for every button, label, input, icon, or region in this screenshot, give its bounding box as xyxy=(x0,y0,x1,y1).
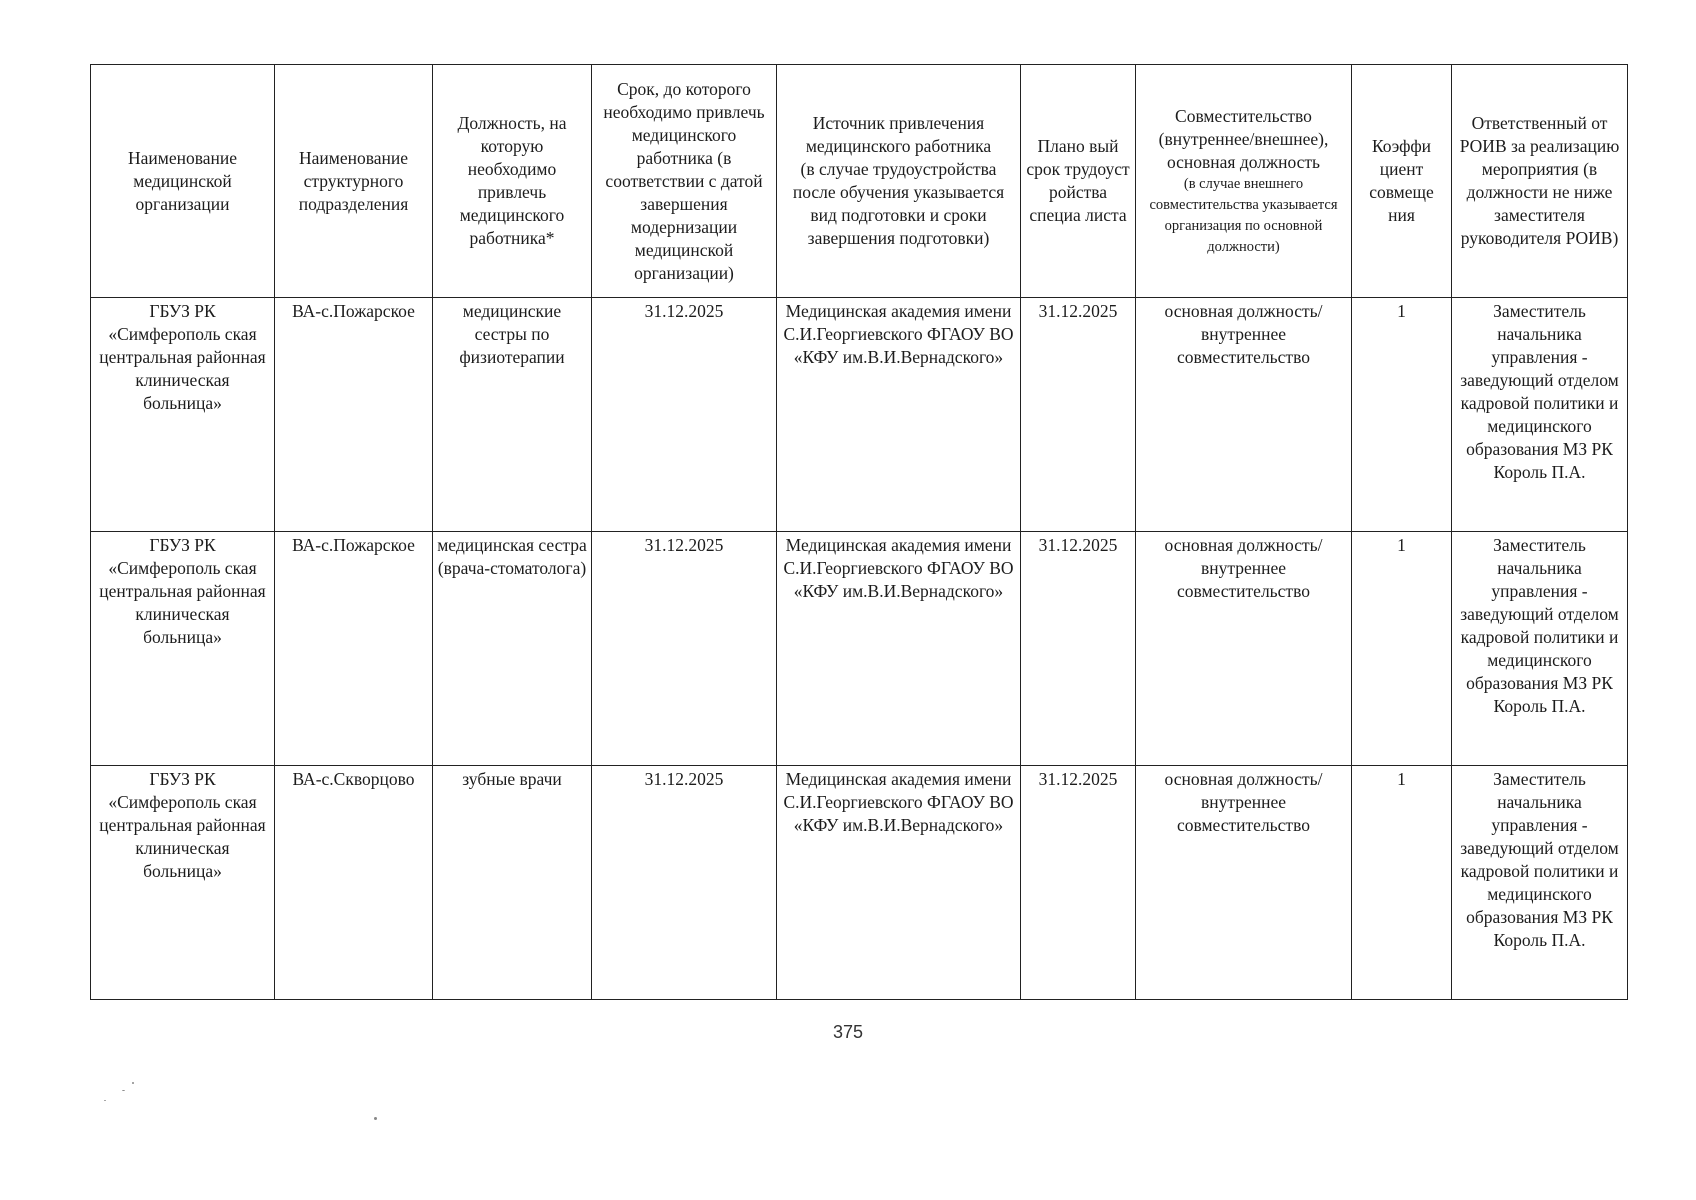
cell-coef: 1 xyxy=(1352,298,1452,532)
table-row xyxy=(91,532,1628,766)
page-number: 375 xyxy=(832,1022,864,1042)
header-responsible: Ответственный от РОИВ за реализацию мероприятия (в должности не ниже заместителя руководителя РОИВ) xyxy=(1452,65,1628,298)
header-position: Должность, на которую необходимо привлечь медицинского работника* xyxy=(433,65,592,298)
cell-unit: ВА-с.Пожарское xyxy=(275,298,433,532)
cell-planned: 31.12.2025 xyxy=(1021,298,1136,532)
header-deadline: Срок, до которого необходимо привлечь медицинского работника (в соответствии с датой завершения модернизации медицинской организации) xyxy=(592,65,777,298)
cell-planned: 31.12.2025 xyxy=(1021,766,1136,1000)
cell-deadline: 31.12.2025 xyxy=(592,298,777,532)
header-source-main: Источник привлечения медицинского работника xyxy=(805,113,992,156)
header-combination xyxy=(1136,65,1352,298)
cell-responsible: Заместитель начальника управления - заведующий отделом кадровой политики и медицинского образования МЗ РК Король П.А. xyxy=(1452,766,1628,1000)
table-header-row xyxy=(91,65,1628,298)
cell-org: ГБУЗ РК «Симферополь ская центральная районная клиническая больница» xyxy=(91,766,275,1000)
cell-source: Медицинская академия имени С.И.Георгиевского ФГАОУ ВО «КФУ им.В.И.Вернадского» xyxy=(777,766,1021,1000)
header-source xyxy=(777,65,1021,298)
header-org: Наименование медицинской организации xyxy=(91,65,275,298)
cell-unit: ВА-с.Пожарское xyxy=(275,532,433,766)
header-combination-main: Совместительство (внутреннее/внешнее), основная должность xyxy=(1158,105,1329,172)
table-row xyxy=(91,298,1628,532)
cell-deadline: 31.12.2025 xyxy=(592,532,777,766)
cell-unit: ВА-с.Скворцово xyxy=(275,766,433,1000)
header-planned: Плано вый срок трудоуст ройства специа листа xyxy=(1021,65,1136,298)
scan-speck xyxy=(132,1082,134,1084)
cell-coef: 1 xyxy=(1352,532,1452,766)
cell-position: зубные врачи xyxy=(433,766,592,1000)
cell-combination: основная должность/ внутреннее совместительство xyxy=(1136,532,1352,766)
cell-combination: основная должность/ внутреннее совместительство xyxy=(1136,766,1352,1000)
cell-planned: 31.12.2025 xyxy=(1021,532,1136,766)
header-source-note: (в случае трудоустройства после обучения указывается вид подготовки и сроки завершения подготовки) xyxy=(792,159,1005,248)
cell-source: Медицинская академия имени С.И.Георгиевского ФГАОУ ВО «КФУ им.В.И.Вернадского» xyxy=(777,532,1021,766)
cell-deadline: 31.12.2025 xyxy=(592,766,777,1000)
scan-speck xyxy=(122,1090,125,1091)
header-coef: Коэффи циент совмеще ния xyxy=(1352,65,1452,298)
cell-position: медицинские сестры по физиотерапии xyxy=(433,298,592,532)
cell-coef: 1 xyxy=(1352,766,1452,1000)
scan-speck xyxy=(374,1117,377,1120)
cell-org: ГБУЗ РК «Симферополь ская центральная районная клиническая больница» xyxy=(91,298,275,532)
staffing-table xyxy=(90,64,1628,1000)
cell-org: ГБУЗ РК «Симферополь ская центральная районная клиническая больница» xyxy=(91,532,275,766)
scan-speck xyxy=(104,1100,106,1101)
table-row xyxy=(91,766,1628,1000)
cell-responsible: Заместитель начальника управления - заведующий отделом кадровой политики и медицинского образования МЗ РК Король П.А. xyxy=(1452,298,1628,532)
cell-source: Медицинская академия имени С.И.Георгиевского ФГАОУ ВО «КФУ им.В.И.Вернадского» xyxy=(777,298,1021,532)
header-combination-note: (в случае внешнего совместительства указывается организация по основной должности) xyxy=(1149,175,1338,255)
cell-position: медицинская сестра (врача-стоматолога) xyxy=(433,532,592,766)
cell-responsible: Заместитель начальника управления - заведующий отделом кадровой политики и медицинского образования МЗ РК Король П.А. xyxy=(1452,532,1628,766)
cell-combination: основная должность/ внутреннее совместительство xyxy=(1136,298,1352,532)
header-unit: Наименование структурного подразделения xyxy=(275,65,433,298)
